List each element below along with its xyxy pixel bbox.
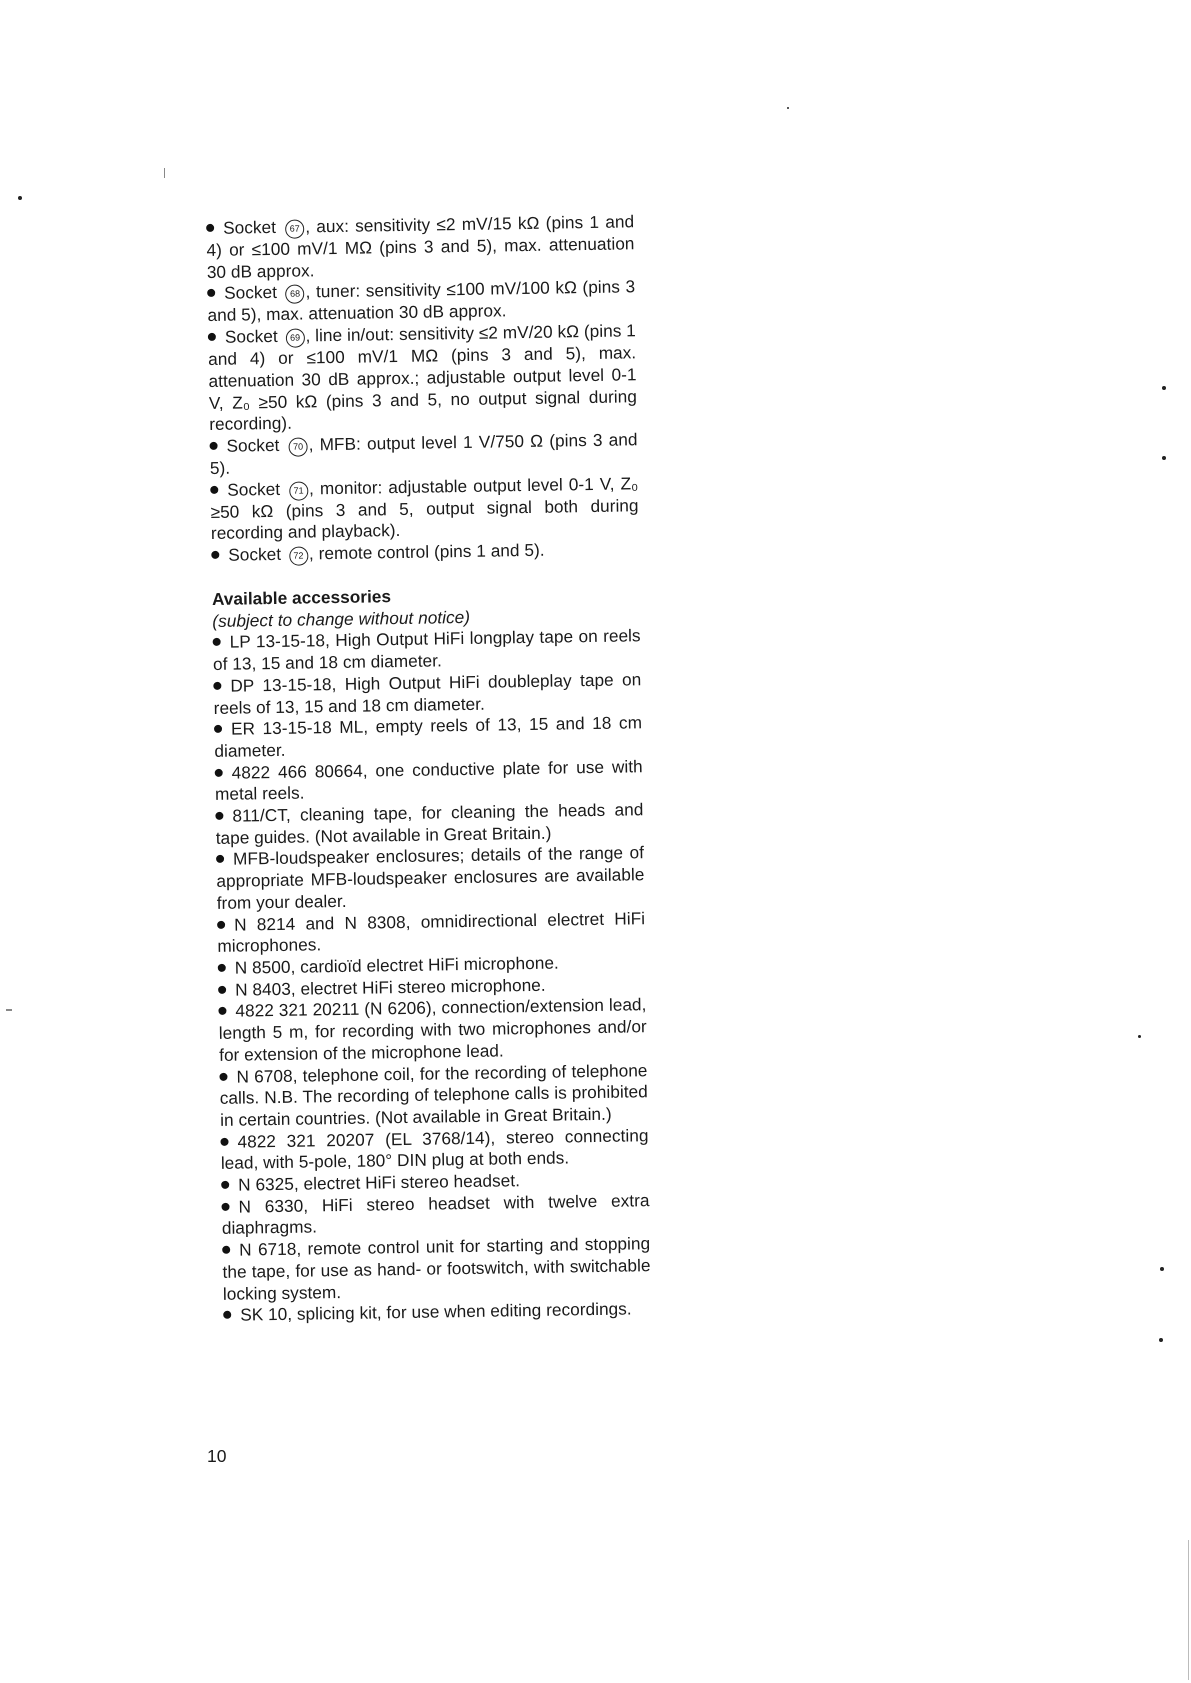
accessories-heading: Available accessories (211, 586, 392, 609)
socket-spec-item: Socket 70 , MFB: output level 1 V/750 Ω (pins 3 and 5). (209, 429, 638, 478)
socket-number-badge: 70 (288, 437, 307, 456)
bullet-icon (222, 1246, 230, 1254)
accessories-subheading: (subject to change without notice) (212, 606, 471, 631)
accessory-item: N 6325, electret HiFi stereo headset. (221, 1168, 649, 1196)
accessory-item: ER 13-15-18 ML, empty reels of 13, 15 and 18 cm diameter. (214, 712, 643, 761)
scan-mark (164, 168, 165, 178)
accessory-item: N 6330, HiFi stereo headset with twelve extra diaphragms. (221, 1189, 650, 1239)
accessory-item: SK 10, splicing kit, for use when editing recordings. (223, 1298, 651, 1326)
bullet-icon (213, 682, 221, 690)
scan-speck (1160, 1267, 1164, 1271)
bullet-icon (217, 920, 225, 928)
socket-specs-list (206, 211, 639, 567)
bullet-icon (221, 1202, 229, 1210)
accessory-item: N 8403, electret HiFi stereo microphone. (218, 973, 646, 1001)
socket-spec-item: Socket 69 , line in/out: sensitivity ≤2 mV/20 kΩ (pins 1 and 4) or ≤100 mV/1 MΩ (pins 3 and 5), max. attenuation 30 dB approx.; adjustable output level 0-1 V, Z₀ ≥50 kΩ (pins 3 and 5, no output signal during recording). (208, 320, 638, 435)
bullet-icon (218, 964, 226, 972)
bullet-icon (211, 551, 219, 559)
accessory-item: DP 13-15-18, High Output HiFi doubleplay tape on reels of 13, 15 and 18 cm diameter. (213, 669, 642, 718)
socket-number-badge: 72 (289, 546, 308, 565)
accessory-item: 811/CT, cleaning tape, for cleaning the heads and tape guides. (Not available in Great Britain.) (215, 799, 644, 848)
bullet-icon (215, 768, 223, 776)
bullet-icon (216, 855, 224, 863)
bullet-icon (218, 1007, 226, 1015)
socket-number-badge: 71 (289, 481, 308, 500)
scan-speck (18, 196, 22, 200)
accessory-item: N 6708, telephone coil, for the recording of telephone calls. N.B. The recording of telephone calls is prohibited in certain countries. (Not available in Great Britain.) (219, 1059, 648, 1130)
accessory-item: 4822 321 20211 (N 6206), connection/extension lead, length 5 m, for recording with two microphones and/or for extension of the microphone lead. (218, 994, 647, 1065)
bullet-icon (213, 638, 221, 646)
accessory-item: 4822 466 80664, one conductive plate for use with metal reels. (214, 755, 643, 805)
scan-speck (1138, 1035, 1141, 1038)
scan-speck (1162, 456, 1166, 460)
accessory-item: LP 13-15-18, High Output HiFi longplay tape on reels of 13, 15 and 18 cm diameter. (212, 625, 641, 675)
bullet-icon (219, 1072, 227, 1080)
bullet-icon (210, 485, 218, 493)
bullet-icon (220, 1137, 228, 1145)
accessory-item: MFB-loudspeaker enclosures; details of the range of appropriate MFB-loudspeaker enclosures are available from your dealer. (216, 842, 645, 913)
socket-spec-item: Socket 68 , tuner: sensitivity ≤100 mV/100 kΩ (pins 3 and 5), max. attenuation 30 dB approx. (207, 276, 636, 326)
socket-spec-item: Socket 72 , remote control (pins 1 and 5). (211, 538, 639, 567)
bullet-icon (215, 812, 223, 820)
accessory-item: N 6718, remote control unit for starting and stopping the tape, for use as hand- or footswitch, with switchable locking system. (222, 1233, 651, 1304)
scan-speck (1162, 386, 1166, 390)
bullet-icon (206, 224, 214, 232)
accessory-item: N 8500, cardioïd electret HiFi microphone. (218, 951, 646, 979)
socket-number-badge: 69 (285, 329, 304, 348)
scan-speck (1159, 1338, 1163, 1342)
bullet-icon (223, 1311, 231, 1319)
manual-page-body (206, 211, 651, 1327)
bullet-icon (210, 442, 218, 450)
bullet-icon (207, 289, 215, 297)
scan-speck (787, 107, 789, 109)
socket-spec-item: Socket 67 , aux: sensitivity ≤2 mV/15 kΩ (pins 1 and 4) or ≤100 mV/1 MΩ (pins 3 and 5), max. attenuation 30 dB approx. (206, 211, 635, 282)
scan-edge-line (1188, 1540, 1189, 1680)
accessory-item: 4822 321 20207 (EL 3768/14), stereo connecting lead, with 5-pole, 180° DIN plug at both ends. (220, 1124, 649, 1174)
bullet-icon (214, 725, 222, 733)
bullet-icon (218, 985, 226, 993)
scan-mark (6, 1009, 12, 1011)
page-number: 10 (207, 1446, 227, 1466)
accessories-list (213, 626, 652, 1327)
socket-spec-item: Socket 71 , monitor: adjustable output level 0-1 V, Z₀ ≥50 kΩ (pins 3 and 5, output signal both during recording and playback). (210, 472, 639, 544)
socket-number-badge: 68 (285, 285, 304, 304)
bullet-icon (221, 1181, 229, 1189)
bullet-icon (208, 333, 216, 341)
socket-number-badge: 67 (285, 219, 304, 238)
accessory-item: N 8214 and N 8308, omnidirectional electret HiFi microphones. (217, 907, 646, 957)
